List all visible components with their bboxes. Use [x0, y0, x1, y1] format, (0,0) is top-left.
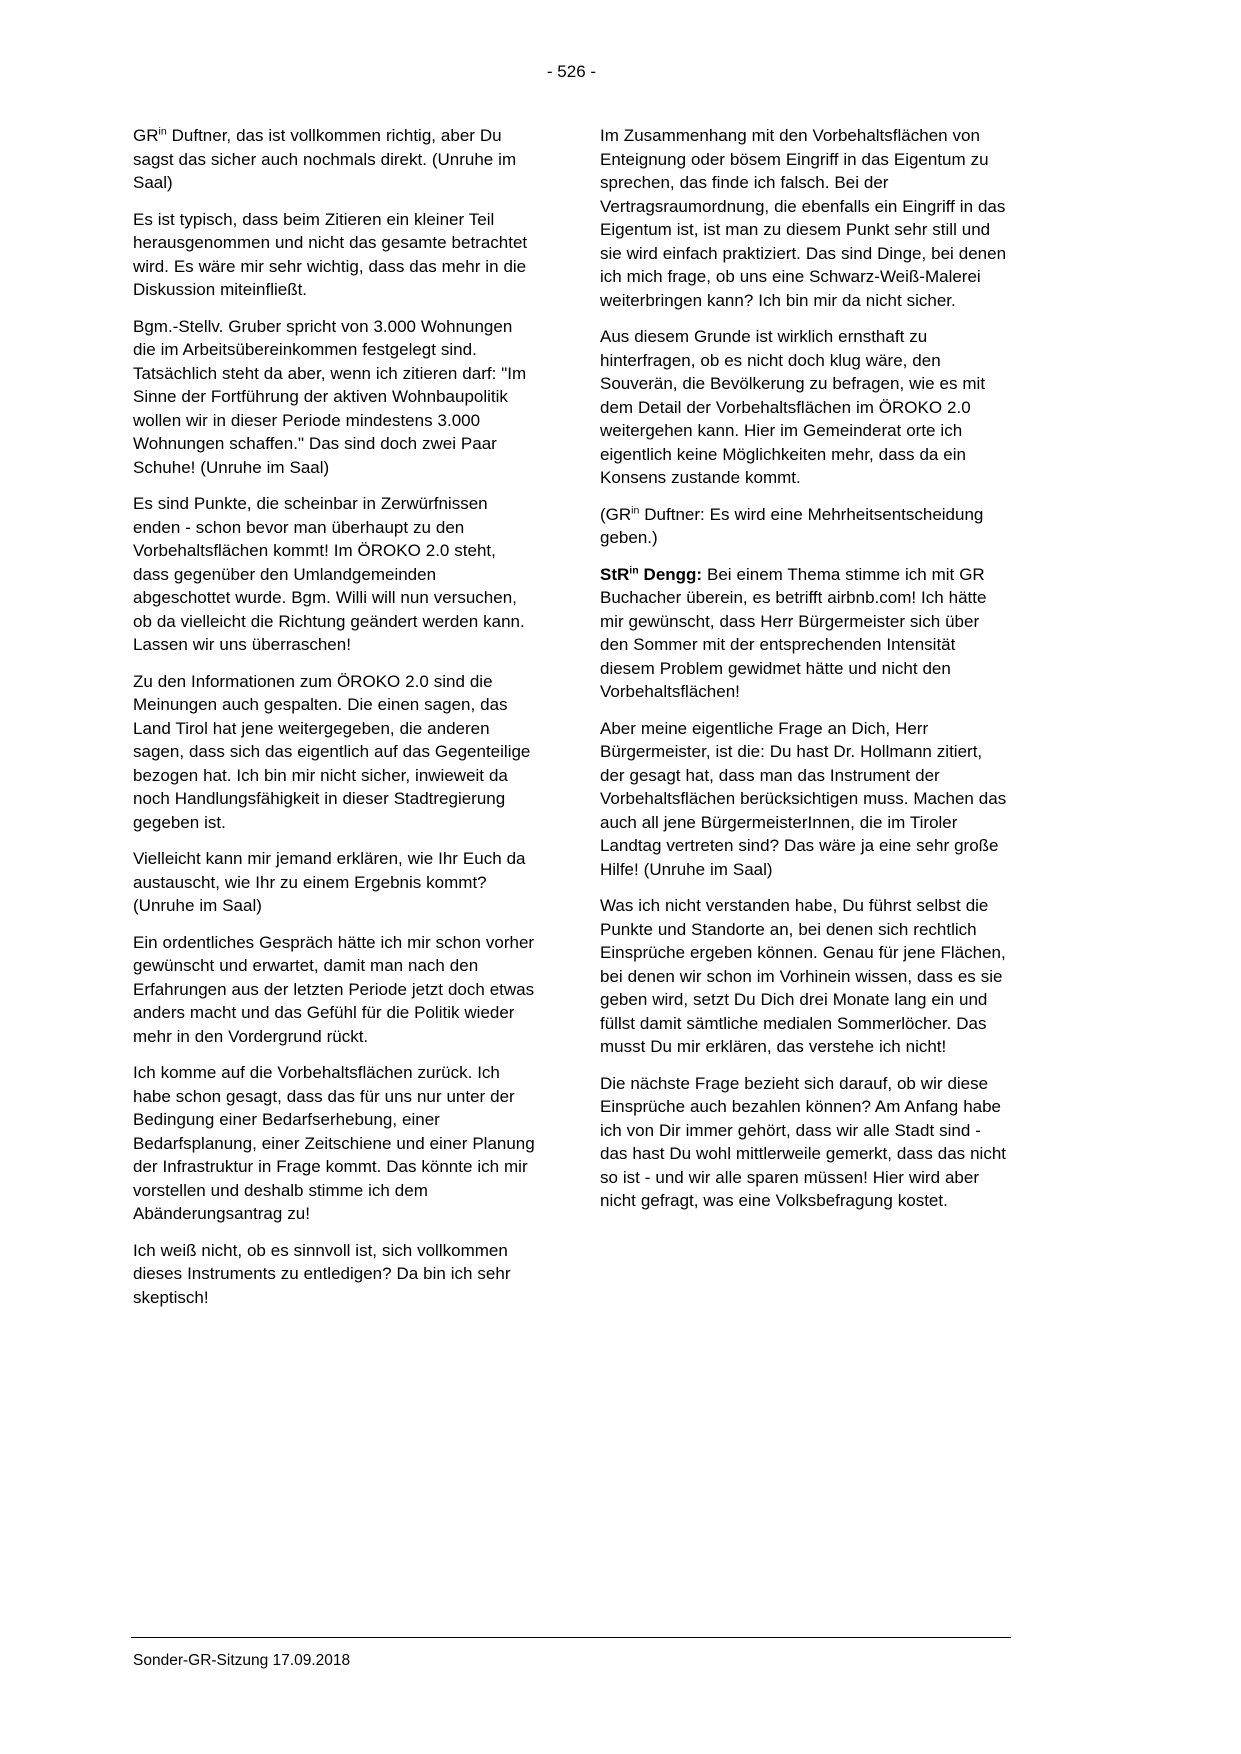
footer-rule [131, 1637, 1011, 1638]
paragraph: Ich komme auf die Vorbehaltsflächen zurück. Ich habe schon gesagt, dass das für uns nur unter der Bedingung einer Bedarfserhebung, einer Bedarfsplanung, einer Zeitschiene und einer Planung der Infrastruktur in Frage kommt. Das könnte ich mir vorstellen und deshalb stimme ich dem Abänderungsantrag zu! [133, 1063, 535, 1223]
page-number: - 526 - [546, 62, 597, 81]
paragraph: ($GR^{in}$ Duftner: Es wird eine Mehrheitsentscheidung geben.) [600, 503, 984, 547]
paragraph: StR$^{in}$ Dengg: Bei einem Thema stimme ich mit GR Buchacher überein, es betrifft airbnb.com! Ich hätte mir gewünscht, dass Herr Bürgermeister sich über den Sommer mit der entsprechenden Intensität diesem Problem gewidmet hätte und nicht den Vorbehaltsflächen! [600, 563, 987, 701]
right-column [600, 124, 1010, 1226]
paragraph: Vielleicht kann mir jemand erklären, wie Ihr Euch da austauscht, wie Ihr zu einem Ergebnis kommt? (Unruhe im Saal) [133, 849, 526, 915]
paragraph: Die nächste Frage bezieht sich darauf, ob wir diese Einsprüche auch bezahlen können? Am Anfang habe ich von Dir immer gehört, dass wir alle Stadt sind - das hast Du wohl mittlerweile gemerkt, dass das nicht so ist - und wir alle sparen müssen! Hier wird aber nicht gefragt, was eine Volksbefragung kostet. [600, 1073, 1006, 1210]
paragraph: Bgm.-Stellv. Gruber spricht von 3.000 Wohnungen die im Arbeitsübereinkommen festgelegt sind. Tatsächlich steht da aber, wenn ich zitieren darf: "Im Sinne der Fortführung der aktiven Wohnbaupolitik wollen wir in dieser Periode mindestens 3.000 Wohnungen schaffen." Das sind doch zwei Paar Schuhe! (Unruhe im Saal) [133, 316, 527, 477]
paragraph: Ein ordentliches Gespräch hätte ich mir schon vorher gewünscht und erwartet, damit man nach den Erfahrungen aus der letzten Periode jetzt doch etwas anders macht und das Gefühl für die Politik wieder mehr in den Vordergrund rückt. [133, 932, 535, 1046]
paragraph: Was ich nicht verstanden habe, Du führst selbst die Punkte und Standorte an, bei denen sich rechtlich Einsprüche ergeben können. Genau für jene Flächen, bei denen wir schon im Vorhinein wissen, dass es sie geben wird, setzt Du Dich drei Monate lang ein und füllst damit sämtliche medialen Sommerlöcher. Das musst Du mir erklären, das verstehe ich nicht! [600, 896, 1006, 1056]
paragraph: Es sind Punkte, die scheinbar in Zerwürfnissen enden - schon bevor man überhaupt zu den Vorbehaltsflächen kommt! Im ÖROKO 2.0 steht, dass gegenüber den Umlandgemeinden abgeschottet wurde. Bgm. Willi will nun versuchen, ob da vielleicht die Richtung geändert werden kann. Lassen wir uns überraschen! [133, 494, 525, 654]
paragraph: Es ist typisch, dass beim Zitieren ein kleiner Teil herausgenommen und nicht das gesamte betrachtet wird. Es wäre mir sehr wichtig, dass das mehr in die Diskussion miteinfließt. [133, 209, 528, 299]
paragraph: Im Zusammenhang mit den Vorbehaltsflächen von Enteignung oder bösem Eingriff in das Eigentum zu sprechen, das finde ich falsch. Bei der Vertragsraumordnung, die ebenfalls ein Eingriff in das Eigentum ist, ist man zu diesem Punkt sehr still und sie wird einfach praktiziert. Das sind Dinge, bei denen ich mich frage, ob uns eine Schwarz-Weiß-Malerei weiterbringen kann? Ich bin mir da nicht sicher. [600, 126, 1007, 310]
text-columns [133, 124, 1010, 1322]
paragraph: Aber meine eigentliche Frage an Dich, Herr Bürgermeister, ist die: Du hast Dr. Hollmann zitiert, der gesagt hat, dass man das Instrument der Vorbehaltsflächen berücksichtigen muss. Machen das auch all jene BürgermeisterInnen, die im Tiroler Landtag vertreten sind? Das wäre ja eine sehr große Hilfe! (Unruhe im Saal) [600, 718, 1007, 879]
paragraph: Zu den Informationen zum ÖROKO 2.0 sind die Meinungen auch gespalten. Die einen sagen, das Land Tirol hat jene weitergegeben, die anderen sagen, dass sich das eigentlich auf das Gegenteilige bezogen hat. Ich bin mir nicht sicher, inwieweit da noch Handlungsfähigkeit in dieser Stadtregierung gegeben ist. [133, 671, 531, 832]
left-column [133, 124, 536, 1322]
paragraph: Ich weiß nicht, ob es sinnvoll ist, sich vollkommen dieses Instruments zu entledigen? Da bin ich sehr skeptisch! [133, 1240, 511, 1307]
footer-text: Sonder-GR-Sitzung 17.09.2018 [133, 1652, 351, 1669]
paragraph: Aus diesem Grunde ist wirklich ernsthaft zu hinterfragen, ob es nicht doch klug wäre, den Souverän, die Bevölkerung zu befragen, wie es mit dem Detail der Vorbehaltsflächen im ÖROKO 2.0 weitergehen kann. Hier im Gemeinderat orte ich eigentlich keine Möglichkeiten mehr, dass da ein Konsens zustande kommt. [600, 327, 986, 487]
paragraph: $GR^{in}$ Duftner, das ist vollkommen richtig, aber Du sagst das sicher auch nochmals direkt. (Unruhe im Saal) [133, 125, 517, 192]
